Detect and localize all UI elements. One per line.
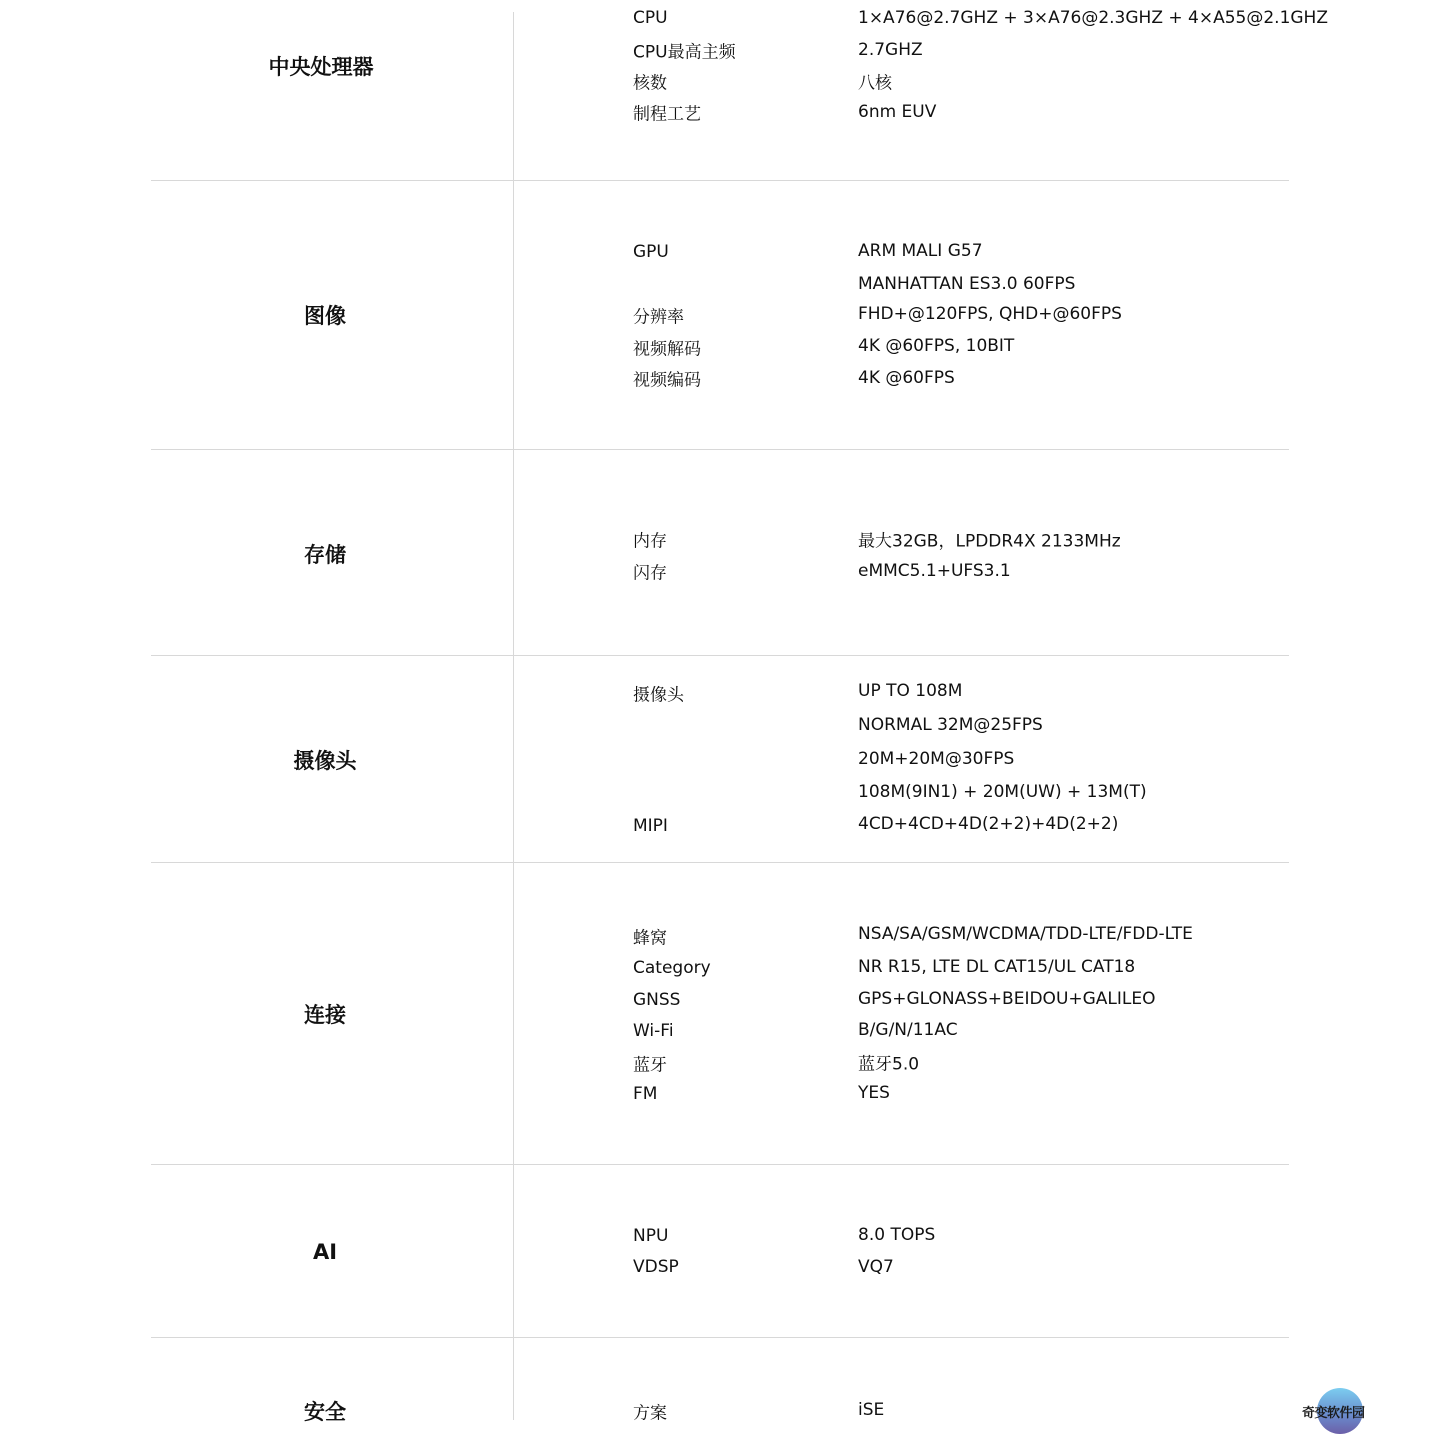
spec-value: MANHATTAN ES3.0 60FPS (858, 274, 1076, 294)
category-label: 中央处理器 (268, 55, 374, 79)
spec-value: FHD+@120FPS, QHD+@60FPS (858, 304, 1122, 324)
row-divider (151, 180, 1289, 181)
spec-key: NPU (633, 1226, 669, 1246)
category-label: 图像 (304, 304, 346, 328)
spec-value: YES (858, 1083, 890, 1103)
spec-key: Wi-Fi (633, 1021, 674, 1041)
spec-value: 2.7GHZ (858, 40, 923, 60)
row-divider (151, 862, 1289, 863)
spec-key: 蓝牙 (633, 1055, 667, 1076)
spec-value: 4K @60FPS, 10BIT (858, 336, 1015, 356)
spec-key: 闪存 (633, 563, 667, 584)
spec-key: MIPI (633, 816, 668, 836)
spec-value: NSA/SA/GSM/WCDMA/TDD-LTE/FDD-LTE (858, 924, 1193, 944)
spec-value: VQ7 (858, 1257, 894, 1277)
category-label: 摄像头 (293, 749, 357, 773)
spec-key: 视频解码 (633, 339, 701, 360)
spec-key: 核数 (633, 73, 667, 94)
spec-value: NORMAL 32M@25FPS (858, 715, 1043, 735)
spec-value: iSE (858, 1400, 885, 1420)
row-divider (151, 655, 1289, 656)
spec-key: GPU (633, 242, 669, 262)
spec-value: 蓝牙5.0 (858, 1054, 920, 1075)
spec-value: B/G/N/11AC (858, 1020, 958, 1040)
spec-key: 内存 (633, 531, 667, 552)
spec-key: 视频编码 (633, 370, 701, 391)
spec-key: 制程工艺 (633, 104, 701, 125)
spec-key: 分辨率 (633, 307, 684, 328)
row-divider (151, 1337, 1289, 1338)
spec-key: CPU最高主频 (633, 42, 736, 63)
spec-key: 蜂窝 (633, 928, 667, 949)
watermark-logo (1302, 1388, 1382, 1434)
category-label: 安全 (304, 1400, 346, 1424)
spec-key: 方案 (633, 1403, 667, 1424)
spec-value: 1×A76@2.7GHZ + 3×A76@2.3GHZ + 4×A55@2.1GHZ (858, 8, 1328, 28)
category-label: 连接 (304, 1003, 346, 1027)
spec-value: 6nm EUV (858, 102, 937, 122)
column-divider (513, 12, 514, 1420)
spec-key: GNSS (633, 990, 681, 1010)
spec-value: 八核 (858, 73, 892, 94)
spec-value: 最大32GB，LPDDR4X 2133MHz (858, 531, 1121, 552)
spec-key: VDSP (633, 1257, 679, 1277)
watermark-text: 奇变软件园 (1302, 1406, 1365, 1421)
spec-value: GPS+GLONASS+BEIDOU+GALILEO (858, 989, 1156, 1009)
spec-value: 4CD+4CD+4D(2+2)+4D(2+2) (858, 814, 1119, 834)
spec-value: 108M(9IN1) + 20M(UW) + 13M(T) (858, 782, 1147, 802)
spec-key: Category (633, 958, 711, 978)
spec-value: eMMC5.1+UFS3.1 (858, 561, 1011, 581)
category-label: AI (312, 1240, 338, 1264)
category-label: 存储 (304, 543, 346, 567)
spec-value: UP TO 108M (858, 681, 963, 701)
spec-key: FM (633, 1084, 658, 1104)
spec-key: CPU (633, 8, 668, 28)
spec-value: NR R15, LTE DL CAT15/UL CAT18 (858, 957, 1136, 977)
spec-value: 20M+20M@30FPS (858, 749, 1015, 769)
row-divider (151, 449, 1289, 450)
spec-value: 8.0 TOPS (858, 1225, 936, 1245)
spec-key: 摄像头 (633, 685, 684, 706)
row-divider (151, 1164, 1289, 1165)
spec-value: ARM MALI G57 (858, 241, 983, 261)
spec-value: 4K @60FPS (858, 368, 955, 388)
